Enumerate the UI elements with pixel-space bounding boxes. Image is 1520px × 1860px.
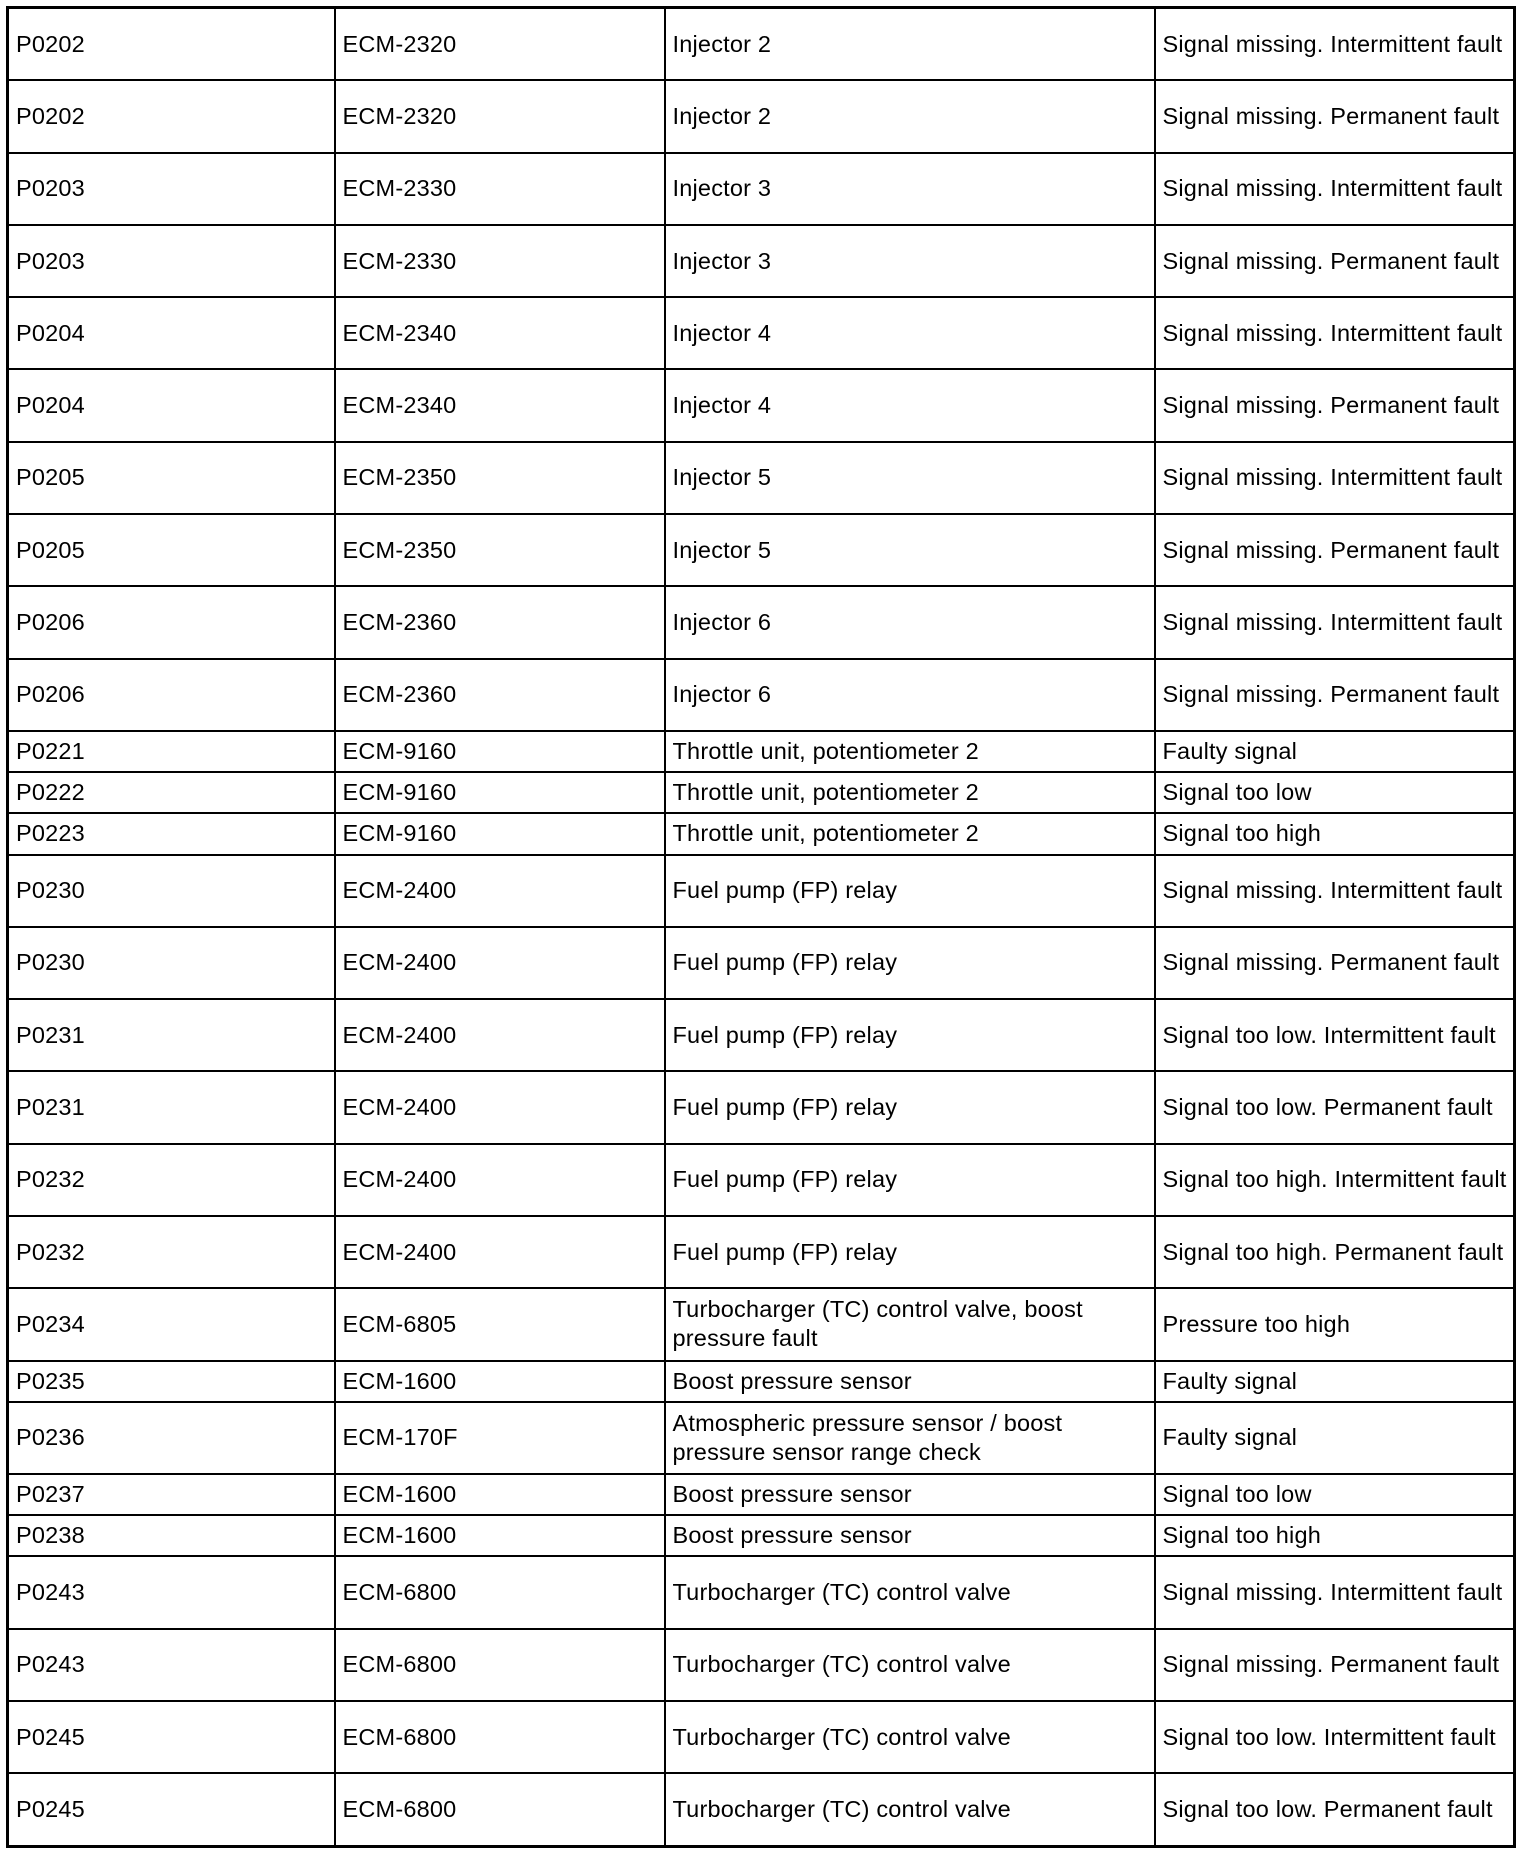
table-row xyxy=(8,1629,1515,1701)
component-cell: Turbocharger (TC) control valve, boost pressure fault xyxy=(665,1288,1155,1360)
table-row xyxy=(8,369,1515,441)
fault-cell: Signal missing. Intermittent fault xyxy=(1155,586,1515,658)
ecm-cell: ECM-2320 xyxy=(335,80,665,152)
component-cell: Turbocharger (TC) control valve xyxy=(665,1773,1155,1846)
ecm-cell: ECM-2400 xyxy=(335,855,665,927)
component-cell: Fuel pump (FP) relay xyxy=(665,927,1155,999)
fault-cell: Signal missing. Permanent fault xyxy=(1155,80,1515,152)
code-cell: P0232 xyxy=(8,1216,335,1288)
table-row xyxy=(8,1402,1515,1474)
code-cell: P0221 xyxy=(8,731,335,772)
fault-cell: Signal missing. Intermittent fault xyxy=(1155,442,1515,514)
code-cell: P0245 xyxy=(8,1701,335,1773)
code-cell: P0205 xyxy=(8,514,335,586)
fault-cell: Signal too high xyxy=(1155,1515,1515,1556)
fault-cell: Signal missing. Permanent fault xyxy=(1155,225,1515,297)
component-cell: Fuel pump (FP) relay xyxy=(665,999,1155,1071)
component-cell: Boost pressure sensor xyxy=(665,1361,1155,1402)
table-row xyxy=(8,1773,1515,1846)
fault-cell: Signal missing. Intermittent fault xyxy=(1155,855,1515,927)
code-cell: P0206 xyxy=(8,659,335,731)
component-cell: Fuel pump (FP) relay xyxy=(665,1071,1155,1143)
code-cell: P0203 xyxy=(8,225,335,297)
component-cell: Throttle unit, potentiometer 2 xyxy=(665,772,1155,813)
ecm-cell: ECM-2360 xyxy=(335,586,665,658)
code-cell: P0235 xyxy=(8,1361,335,1402)
fault-cell: Signal too high xyxy=(1155,813,1515,854)
ecm-cell: ECM-6805 xyxy=(335,1288,665,1360)
dtc-table xyxy=(6,6,1516,1848)
fault-cell: Signal too low. Permanent fault xyxy=(1155,1773,1515,1846)
fault-cell: Signal too low xyxy=(1155,772,1515,813)
table-row xyxy=(8,1515,1515,1556)
ecm-cell: ECM-2330 xyxy=(335,225,665,297)
table-row xyxy=(8,1361,1515,1402)
code-cell: P0243 xyxy=(8,1629,335,1701)
ecm-cell: ECM-2360 xyxy=(335,659,665,731)
ecm-cell: ECM-6800 xyxy=(335,1629,665,1701)
table-row xyxy=(8,1701,1515,1773)
table-row xyxy=(8,1071,1515,1143)
code-cell: P0203 xyxy=(8,153,335,225)
code-cell: P0232 xyxy=(8,1144,335,1216)
code-cell: P0245 xyxy=(8,1773,335,1846)
ecm-cell: ECM-1600 xyxy=(335,1361,665,1402)
code-cell: P0202 xyxy=(8,8,335,81)
ecm-cell: ECM-6800 xyxy=(335,1701,665,1773)
table-row xyxy=(8,297,1515,369)
table-row xyxy=(8,1216,1515,1288)
table-row xyxy=(8,772,1515,813)
component-cell: Fuel pump (FP) relay xyxy=(665,855,1155,927)
component-cell: Boost pressure sensor xyxy=(665,1515,1155,1556)
table-row xyxy=(8,1474,1515,1515)
fault-cell: Signal missing. Permanent fault xyxy=(1155,927,1515,999)
code-cell: P0238 xyxy=(8,1515,335,1556)
code-cell: P0237 xyxy=(8,1474,335,1515)
table-row xyxy=(8,1556,1515,1628)
code-cell: P0202 xyxy=(8,80,335,152)
fault-cell: Signal missing. Permanent fault xyxy=(1155,659,1515,731)
table-row xyxy=(8,8,1515,81)
table-row xyxy=(8,1144,1515,1216)
component-cell: Injector 6 xyxy=(665,659,1155,731)
fault-cell: Faulty signal xyxy=(1155,1361,1515,1402)
fault-cell: Signal missing. Intermittent fault xyxy=(1155,8,1515,81)
ecm-cell: ECM-1600 xyxy=(335,1474,665,1515)
table-row xyxy=(8,813,1515,854)
code-cell: P0231 xyxy=(8,1071,335,1143)
table-row xyxy=(8,855,1515,927)
fault-cell: Signal too high. Intermittent fault xyxy=(1155,1144,1515,1216)
ecm-cell: ECM-2400 xyxy=(335,1144,665,1216)
fault-cell: Faulty signal xyxy=(1155,731,1515,772)
ecm-cell: ECM-2350 xyxy=(335,514,665,586)
table-row xyxy=(8,80,1515,152)
component-cell: Injector 3 xyxy=(665,225,1155,297)
ecm-cell: ECM-9160 xyxy=(335,772,665,813)
code-cell: P0236 xyxy=(8,1402,335,1474)
table-row xyxy=(8,1288,1515,1360)
code-cell: P0243 xyxy=(8,1556,335,1628)
ecm-cell: ECM-9160 xyxy=(335,731,665,772)
component-cell: Injector 2 xyxy=(665,80,1155,152)
component-cell: Throttle unit, potentiometer 2 xyxy=(665,731,1155,772)
component-cell: Injector 4 xyxy=(665,297,1155,369)
component-cell: Boost pressure sensor xyxy=(665,1474,1155,1515)
code-cell: P0230 xyxy=(8,927,335,999)
ecm-cell: ECM-2400 xyxy=(335,1216,665,1288)
component-cell: Fuel pump (FP) relay xyxy=(665,1144,1155,1216)
code-cell: P0222 xyxy=(8,772,335,813)
component-cell: Injector 3 xyxy=(665,153,1155,225)
fault-cell: Signal missing. Intermittent fault xyxy=(1155,153,1515,225)
ecm-cell: ECM-2330 xyxy=(335,153,665,225)
ecm-cell: ECM-2340 xyxy=(335,297,665,369)
ecm-cell: ECM-9160 xyxy=(335,813,665,854)
component-cell: Throttle unit, potentiometer 2 xyxy=(665,813,1155,854)
fault-cell: Signal too low. Permanent fault xyxy=(1155,1071,1515,1143)
ecm-cell: ECM-2400 xyxy=(335,1071,665,1143)
code-cell: P0223 xyxy=(8,813,335,854)
fault-cell: Signal missing. Permanent fault xyxy=(1155,514,1515,586)
code-cell: P0204 xyxy=(8,369,335,441)
code-cell: P0205 xyxy=(8,442,335,514)
fault-cell: Signal missing. Intermittent fault xyxy=(1155,297,1515,369)
table-row xyxy=(8,731,1515,772)
document-page xyxy=(6,6,1513,1848)
ecm-cell: ECM-2400 xyxy=(335,927,665,999)
code-cell: P0204 xyxy=(8,297,335,369)
ecm-cell: ECM-170F xyxy=(335,1402,665,1474)
fault-cell: Signal missing. Intermittent fault xyxy=(1155,1556,1515,1628)
component-cell: Turbocharger (TC) control valve xyxy=(665,1701,1155,1773)
table-row xyxy=(8,927,1515,999)
fault-cell: Pressure too high xyxy=(1155,1288,1515,1360)
component-cell: Atmospheric pressure sensor / boost pressure sensor range check xyxy=(665,1402,1155,1474)
table-row xyxy=(8,659,1515,731)
table-row xyxy=(8,442,1515,514)
ecm-cell: ECM-1600 xyxy=(335,1515,665,1556)
component-cell: Turbocharger (TC) control valve xyxy=(665,1629,1155,1701)
code-cell: P0234 xyxy=(8,1288,335,1360)
table-row xyxy=(8,514,1515,586)
table-row xyxy=(8,225,1515,297)
ecm-cell: ECM-2340 xyxy=(335,369,665,441)
component-cell: Fuel pump (FP) relay xyxy=(665,1216,1155,1288)
ecm-cell: ECM-2320 xyxy=(335,8,665,81)
fault-cell: Signal too low xyxy=(1155,1474,1515,1515)
table-row xyxy=(8,586,1515,658)
ecm-cell: ECM-6800 xyxy=(335,1773,665,1846)
component-cell: Injector 6 xyxy=(665,586,1155,658)
fault-cell: Signal too high. Permanent fault xyxy=(1155,1216,1515,1288)
fault-cell: Signal too low. Intermittent fault xyxy=(1155,1701,1515,1773)
component-cell: Injector 5 xyxy=(665,442,1155,514)
fault-cell: Signal missing. Permanent fault xyxy=(1155,369,1515,441)
component-cell: Turbocharger (TC) control valve xyxy=(665,1556,1155,1628)
ecm-cell: ECM-6800 xyxy=(335,1556,665,1628)
fault-cell: Signal missing. Permanent fault xyxy=(1155,1629,1515,1701)
ecm-cell: ECM-2400 xyxy=(335,999,665,1071)
code-cell: P0231 xyxy=(8,999,335,1071)
table-row xyxy=(8,153,1515,225)
component-cell: Injector 5 xyxy=(665,514,1155,586)
table-row xyxy=(8,999,1515,1071)
component-cell: Injector 4 xyxy=(665,369,1155,441)
component-cell: Injector 2 xyxy=(665,8,1155,81)
code-cell: P0206 xyxy=(8,586,335,658)
code-cell: P0230 xyxy=(8,855,335,927)
ecm-cell: ECM-2350 xyxy=(335,442,665,514)
fault-cell: Faulty signal xyxy=(1155,1402,1515,1474)
fault-cell: Signal too low. Intermittent fault xyxy=(1155,999,1515,1071)
